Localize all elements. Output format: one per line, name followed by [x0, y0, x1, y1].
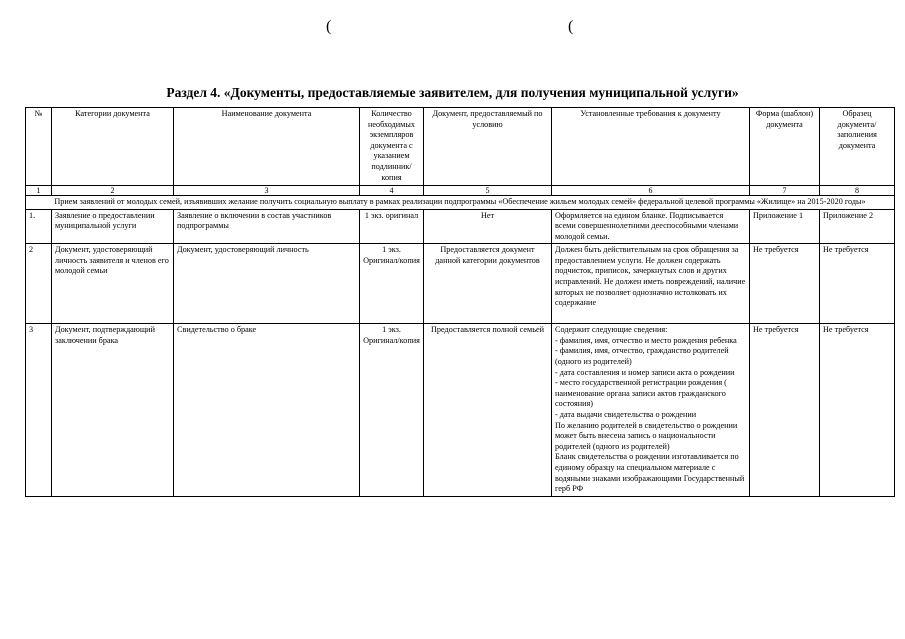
row-form: Приложение 1	[750, 209, 820, 244]
table-row	[26, 209, 895, 244]
header-conditional-document: Документ, предоставляемый по условию	[424, 108, 552, 186]
table-row	[26, 324, 895, 497]
requirement-line: - место государственной регистрации рождения ( наименование органа записи актов гражданского состояния)	[555, 378, 727, 409]
column-number: 3	[174, 186, 360, 196]
row-document-name: Заявление о включении в состав участников подпрограммы	[174, 209, 360, 244]
row-conditional: Предоставляется документ данной категории документов	[424, 244, 552, 324]
table-row	[26, 244, 895, 324]
header-form-template: Форма (шаблон) документа	[750, 108, 820, 186]
parenthesis-mark-left: (	[326, 18, 332, 35]
row-number: 2	[26, 244, 52, 324]
row-number: 3	[26, 324, 52, 497]
row-document-name: Свидетельство о браке	[174, 324, 360, 497]
parenthesis-mark-right: (	[568, 18, 574, 35]
row-copies-count: 1 экз. Оригинал/копия	[360, 324, 424, 497]
requirement-line: - дата составления и номер записи акта о рождении	[555, 367, 735, 377]
row-copies-count: 1 экз. Оригинал/копия	[360, 244, 424, 324]
column-number: 2	[52, 186, 174, 196]
column-number-row	[26, 186, 895, 196]
header-copies-count: Количество необходимых экземпляров документа с указанием подлинник/копия	[360, 108, 424, 186]
row-sample: Не требуется	[820, 244, 895, 324]
column-number: 7	[750, 186, 820, 196]
row-conditional: Предоставляется полной семьей	[424, 324, 552, 497]
column-number: 5	[424, 186, 552, 196]
row-requirements	[552, 324, 750, 497]
requirement-line: По желанию родителей в свидетельство о рождении может быть внесена запись о национальности родителей (одного из родителей)	[555, 420, 738, 451]
header-requirements: Установленные требования к документу	[552, 108, 750, 186]
row-copies-count: 1 экз. оригинал	[360, 209, 424, 244]
row-category: Заявление о предоставлении муниципальной услуги	[52, 209, 174, 244]
row-number: 1.	[26, 209, 52, 244]
requirement-line: Содержит следующие сведения:	[555, 325, 668, 335]
header-category: Категории документа	[52, 108, 174, 186]
requirement-line: Бланк свидетельства о рождении изготавливается по единому образцу на специальном материале с водяными знаками изображающими Государственный герб РФ	[555, 452, 745, 494]
header-document-name: Наименование документа	[174, 108, 360, 186]
service-description-row	[26, 196, 895, 210]
column-number: 8	[820, 186, 895, 196]
header-row	[26, 108, 895, 186]
row-form: Не требуется	[750, 244, 820, 324]
requirement-line: - фамилия, имя, отчество, гражданство родителей (одного из родителей)	[555, 346, 729, 367]
row-requirements: Должен быть действительным на срок обращения за предоставлением услуги. Не должен содержать подчисток, приписок, зачеркнутых слов и других исправлений. Не должен иметь повреждений, наличие которых не позволяет однозначно истолковать их содержание	[552, 244, 750, 324]
row-requirements: Оформляется на едином бланке. Подписывается всеми совершеннолетними дееспособными членами молодой семьи.	[552, 209, 750, 244]
row-category: Документ, подтверждающий заключении брака	[52, 324, 174, 497]
header-sample: Образец документа/заполнения документа	[820, 108, 895, 186]
row-conditional: Нет	[424, 209, 552, 244]
row-form: Не требуется	[750, 324, 820, 497]
service-description: Прием заявлений от молодых семей, изъявивших желание получить социальную выплату в рамках реализации подпрограммы «Обеспечение жильем молодых семей» федеральной целевой программы «Жилище» на 2015-2020 годы»	[26, 196, 895, 210]
column-number: 1	[26, 186, 52, 196]
section-title: Раздел 4. «Документы, предоставляемые заявителем, для получения муниципальной услуги»	[166, 85, 739, 100]
row-category: Документ, удостоверяющий личность заявителя и членов его молодой семьи	[52, 244, 174, 324]
row-sample: Приложение 2	[820, 209, 895, 244]
row-document-name: Документ, удостоверяющий личность	[174, 244, 360, 324]
requirement-line: - дата выдачи свидетельства о рождении	[555, 410, 697, 420]
column-number: 6	[552, 186, 750, 196]
documents-table	[25, 107, 895, 497]
header-number: №	[26, 108, 52, 186]
row-sample: Не требуется	[820, 324, 895, 497]
requirement-line: - фамилия, имя, отчество и место рождения ребенка	[555, 335, 737, 345]
column-number: 4	[360, 186, 424, 196]
